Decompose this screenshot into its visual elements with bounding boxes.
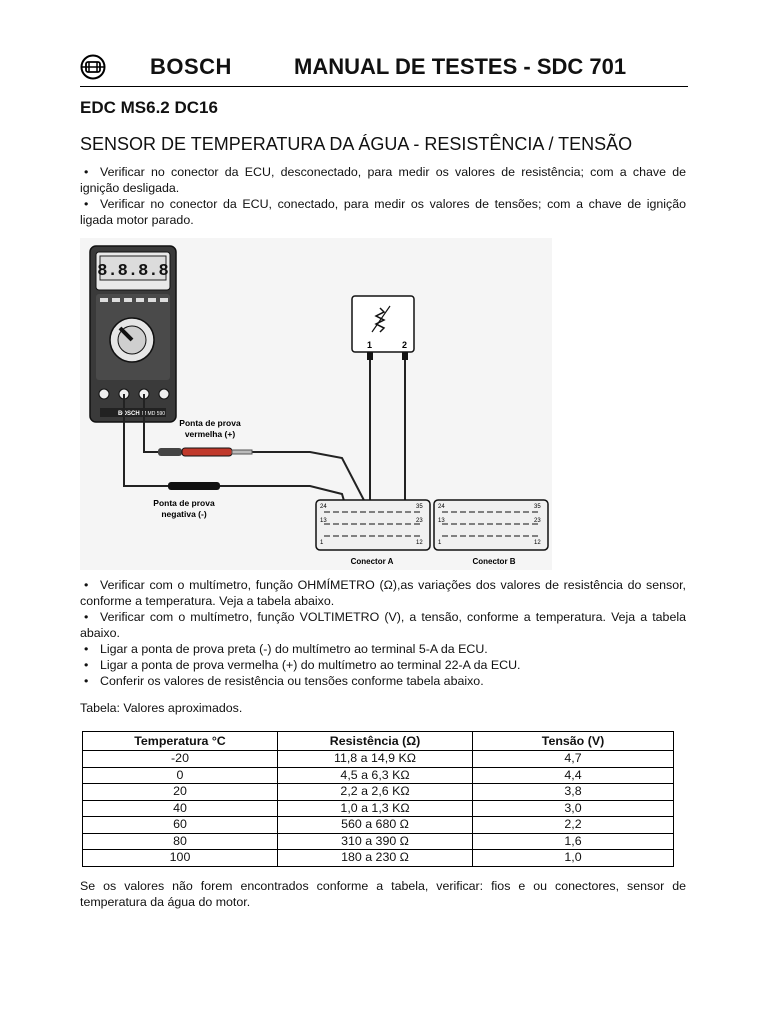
connector-b-label: Conector B bbox=[472, 557, 516, 566]
bullet-icon: • bbox=[84, 610, 89, 624]
list-item: • Ligar a ponta de prova vermelha (+) do multímetro ao terminal 22-A da ECU. bbox=[80, 657, 686, 673]
black-probe-label-1: Ponta de prova bbox=[153, 498, 215, 508]
svg-text:35: 35 bbox=[416, 504, 423, 510]
table-row: 100 180 a 230 Ω 1,0 bbox=[83, 850, 674, 867]
red-probe-label-2: vermelha (+) bbox=[184, 429, 236, 439]
engine-code: EDC MS6.2 DC16 bbox=[80, 98, 218, 117]
svg-text:35: 35 bbox=[534, 504, 541, 510]
table-row: -20 11,8 a 14,9 KΩ 4,7 bbox=[83, 751, 674, 768]
list-item: • Verificar no conector da ECU, conectado, para medir os valores de tensões; com a chave de ignição ligada motor parado. bbox=[80, 197, 686, 227]
black-probe bbox=[153, 482, 220, 519]
svg-text:13: 13 bbox=[438, 518, 445, 524]
red-probe-label-1: Ponta de prova bbox=[179, 418, 241, 428]
red-probe bbox=[158, 418, 252, 456]
footer-note: Se os valores não forem encontrados conforme a tabela, verificar: fios e ou conectores, sensor de temperatura da água do motor. bbox=[80, 879, 686, 909]
svg-text:23: 23 bbox=[534, 518, 541, 524]
list-item: • Verificar com o multímetro, função OHMÍMETRO (Ω),as variações dos valores de resistência do sensor, conforme a temperatura. Veja a tabela abaixo. bbox=[80, 578, 686, 608]
list-item: • Ligar a ponta de prova preta (-) do multímetro ao terminal 5-A da ECU. bbox=[80, 641, 686, 657]
svg-text:13: 13 bbox=[320, 518, 327, 524]
svg-text:24: 24 bbox=[320, 504, 327, 510]
table-row: 0 4,5 a 6,3 KΩ 4,4 bbox=[83, 767, 674, 784]
bullet-icon: • bbox=[84, 578, 89, 592]
bullet-icon: • bbox=[84, 197, 89, 211]
column-header-temperature: Temperatura °C bbox=[83, 732, 278, 751]
section-title: SENSOR DE TEMPERATURA DA ÁGUA - RESISTÊNCIA / TENSÃO bbox=[80, 134, 633, 154]
connector-a-label: Conector A bbox=[350, 557, 394, 566]
svg-text:12: 12 bbox=[534, 540, 541, 546]
sensor-pin-2: 2 bbox=[402, 340, 408, 350]
brand-name: BOSCH bbox=[150, 54, 232, 79]
svg-text:12: 12 bbox=[416, 540, 423, 546]
table-header-row bbox=[83, 732, 674, 751]
column-header-resistance: Resistência (Ω) bbox=[278, 732, 473, 751]
list-item: • Verificar no conector da ECU, desconectado, para medir os valores de resistência; com a chave de ignição desligada. bbox=[80, 165, 686, 195]
multimeter-brand: BOSCH bbox=[118, 411, 140, 417]
column-header-voltage: Tensão (V) bbox=[473, 732, 674, 751]
bosch-logo-icon bbox=[80, 54, 106, 80]
connector-a bbox=[316, 500, 430, 566]
svg-text:24: 24 bbox=[438, 504, 445, 510]
table-row: 20 2,2 a 2,6 KΩ 3,8 bbox=[83, 784, 674, 801]
table-row: 60 560 a 680 Ω 2,2 bbox=[83, 817, 674, 834]
svg-text:1: 1 bbox=[438, 540, 442, 546]
table-caption: Tabela: Valores aproximados. bbox=[80, 701, 243, 715]
bullet-icon: • bbox=[84, 674, 89, 688]
list-item: • Verificar com o multímetro, função VOLTIMETRO (V), a tensão, conforme a temperatura. Veja a tabela abaixo. bbox=[80, 610, 686, 640]
svg-text:8.8.8.8: 8.8.8.8 bbox=[97, 262, 169, 281]
bullet-icon: • bbox=[84, 642, 89, 656]
bullet-icon: • bbox=[84, 165, 89, 179]
instructions-top bbox=[80, 164, 686, 228]
black-probe-label-2: negativa (-) bbox=[161, 509, 207, 519]
bullet-icon: • bbox=[84, 658, 89, 672]
document-title: MANUAL DE TESTES - SDC 701 bbox=[294, 54, 627, 79]
table-row: 80 310 a 390 Ω 1,6 bbox=[83, 833, 674, 850]
temperature-sensor bbox=[352, 296, 414, 360]
instructions-bottom bbox=[80, 577, 686, 689]
multimeter bbox=[90, 246, 176, 422]
wiring-diagram bbox=[80, 238, 552, 570]
svg-text:23: 23 bbox=[416, 518, 423, 524]
page-header bbox=[80, 52, 688, 87]
values-table bbox=[82, 731, 674, 867]
multimeter-model: M MD 590 bbox=[142, 411, 166, 417]
list-item: • Conferir os valores de resistência ou tensões conforme tabela abaixo. bbox=[80, 673, 686, 689]
table-row: 40 1,0 a 1,3 KΩ 3,0 bbox=[83, 800, 674, 817]
svg-text:1: 1 bbox=[320, 540, 324, 546]
connector-b bbox=[434, 500, 548, 566]
sensor-pin-1: 1 bbox=[367, 340, 373, 350]
